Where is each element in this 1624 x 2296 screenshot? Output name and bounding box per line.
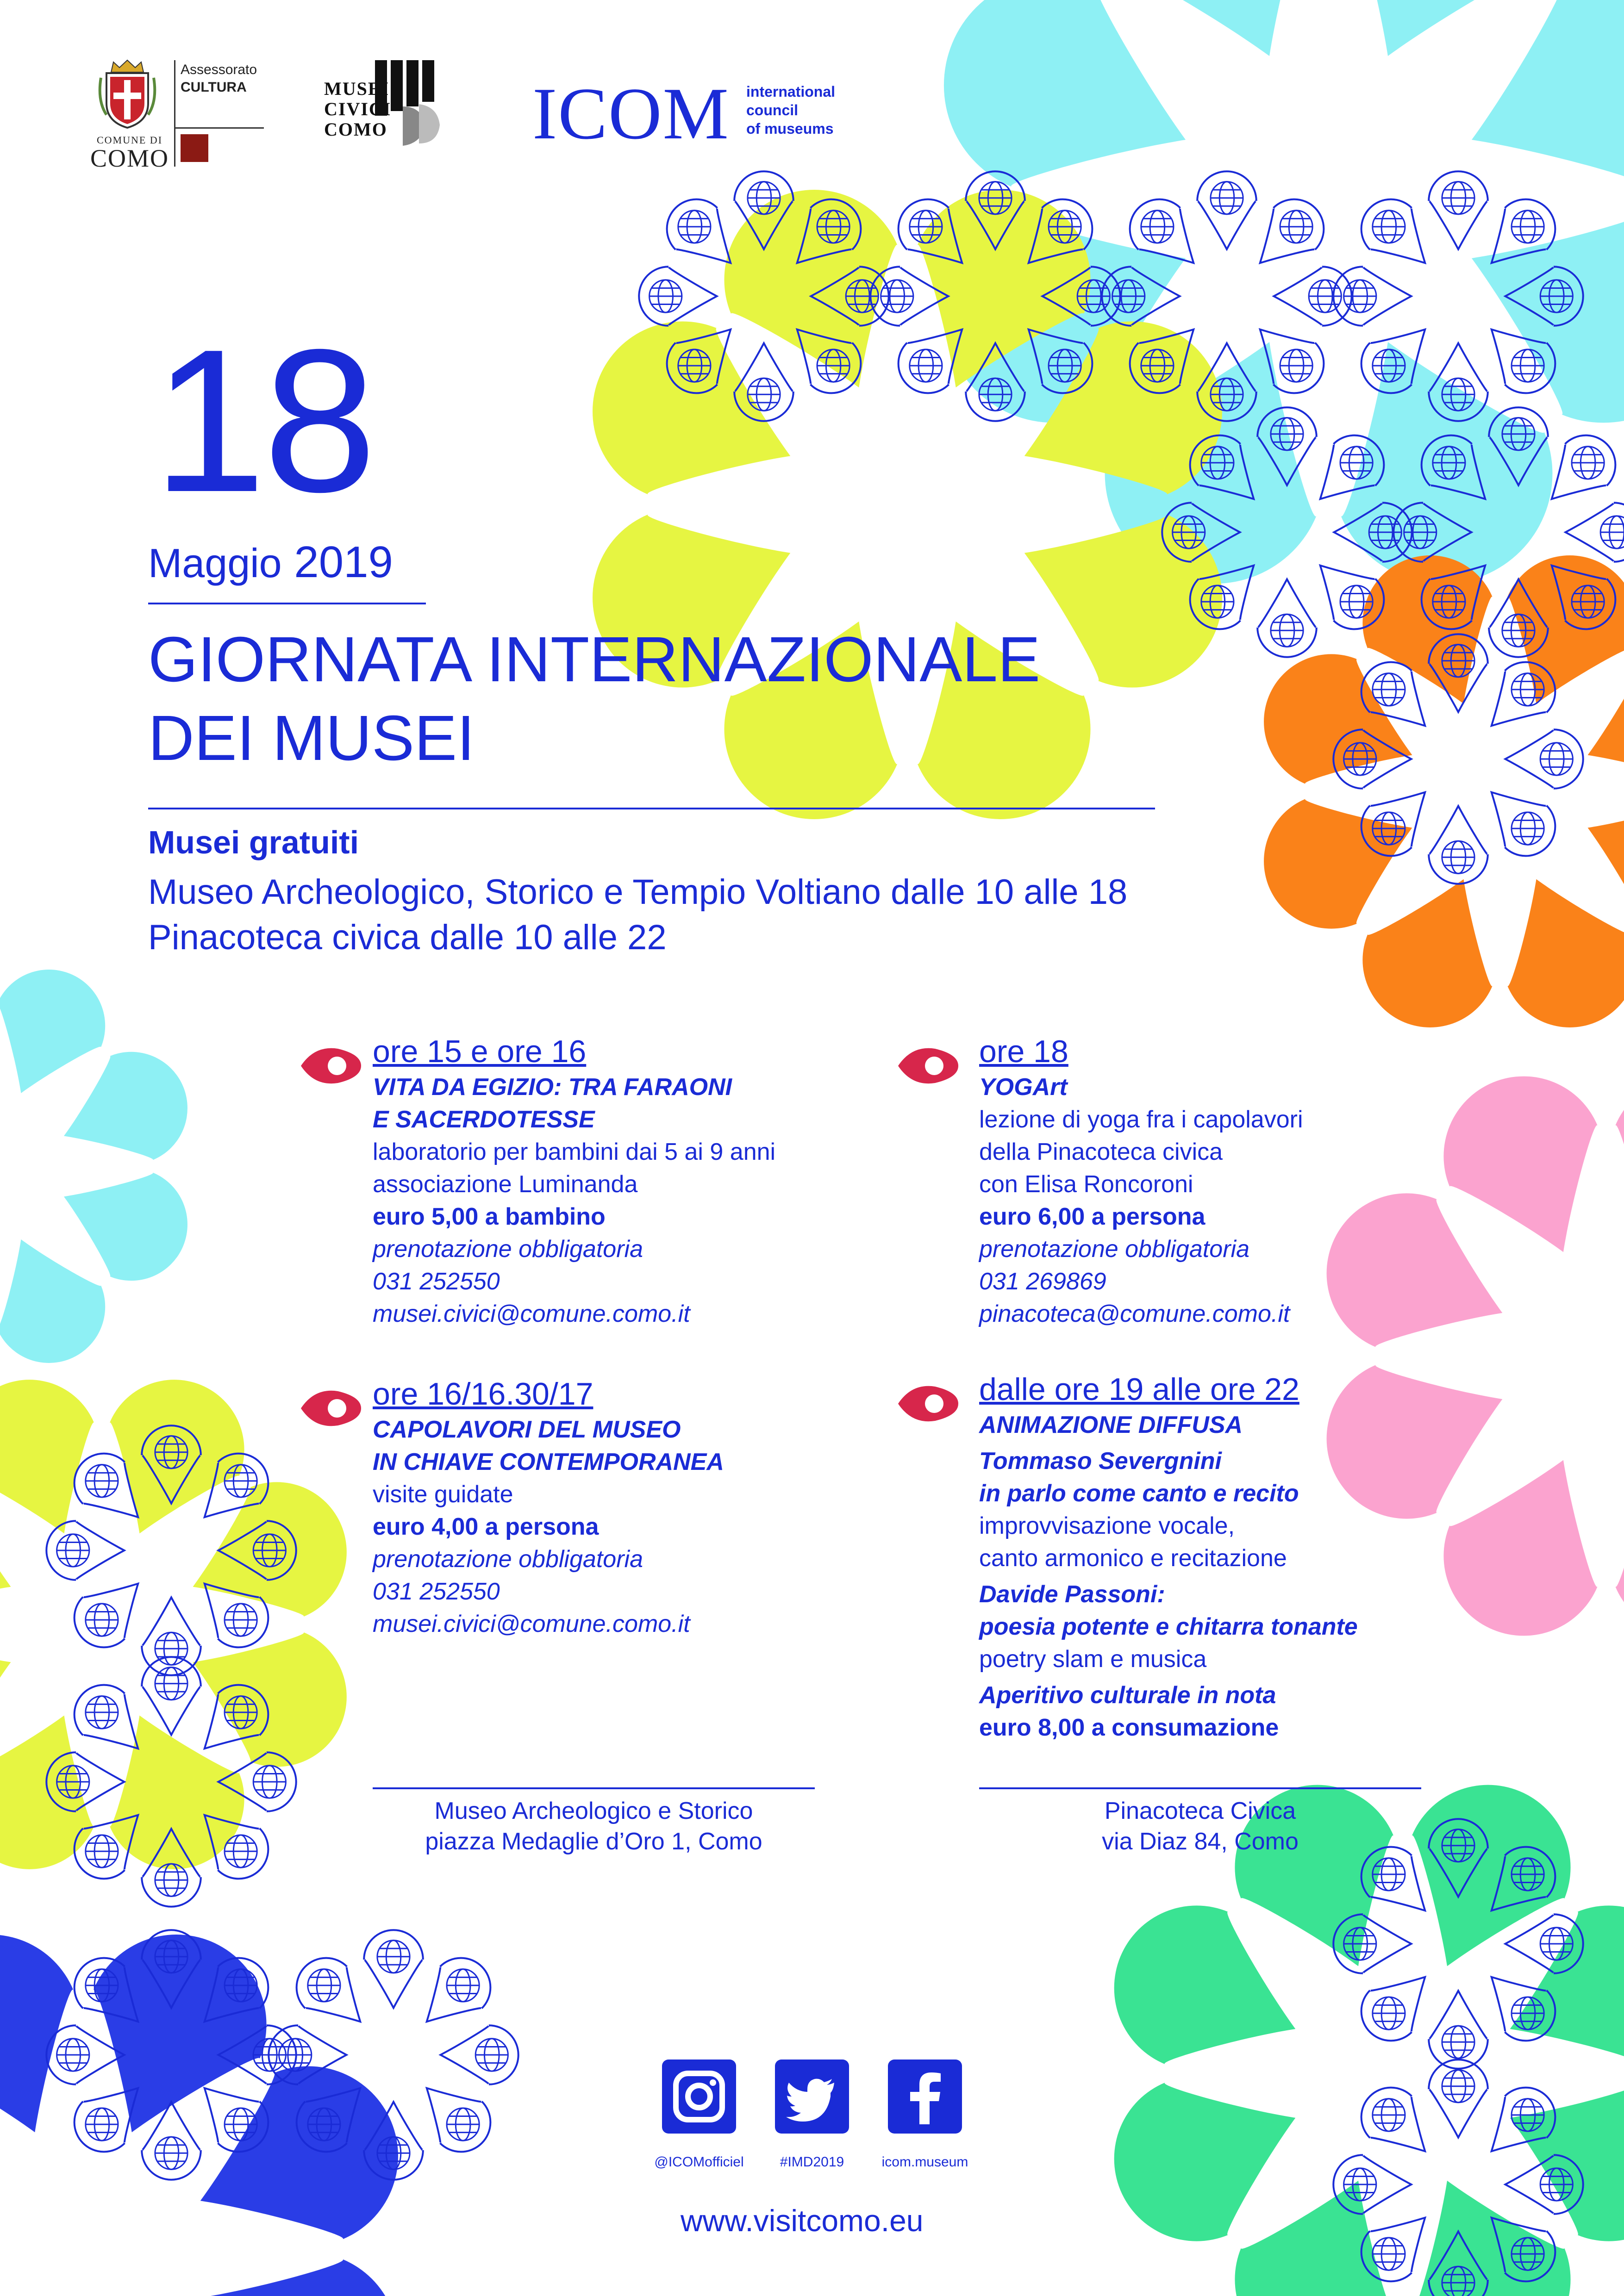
globe-icon [86, 1465, 118, 1497]
event-title [148, 620, 1213, 778]
globe-icon [57, 2039, 89, 2071]
event-time: ore 15 e ore 16 [373, 1034, 587, 1069]
icom-sub-line: of museums [746, 120, 834, 137]
flower-petal [1430, 0, 1624, 242]
globe-icon [1540, 743, 1573, 775]
como-red-square [181, 134, 208, 162]
flower-petal [1429, 1991, 1488, 2069]
instagram-icon[interactable] [662, 2060, 736, 2134]
event-phone: 031 269869 [979, 1268, 1106, 1295]
event-booking: prenotazione obbligatoria [373, 1546, 643, 1573]
event-phone: 031 252550 [373, 1578, 500, 1605]
globe-icon [86, 1604, 118, 1636]
icom-logo [532, 74, 856, 157]
venue-right [979, 1796, 1421, 1857]
flower-petal [1575, 1052, 1624, 1283]
event-block-capolavori [373, 1375, 882, 1640]
globe-icon [1271, 614, 1303, 647]
globe-icon [225, 1835, 257, 1867]
globe-icon [910, 349, 942, 382]
event-block-animazione [979, 1370, 1465, 1744]
title-divider [148, 808, 1155, 809]
flower-petal [166, 2215, 425, 2296]
event-description: lezione di yoga fra i capolavori [979, 1106, 1303, 1133]
performance-description: improvvisazione vocale, [979, 1512, 1235, 1539]
globe-icon [377, 1941, 410, 1973]
globe-icon [447, 1969, 479, 2002]
como-divider-horizontal [174, 127, 264, 129]
facebook-icon[interactable] [888, 2060, 962, 2134]
flower-petal [142, 1598, 201, 1675]
globe-icon [279, 2039, 312, 2071]
globe-icon [86, 1835, 118, 1867]
flower-petal [1429, 806, 1488, 884]
venue-name: Museo Archeologico e Storico [434, 1798, 753, 1824]
globe-icon [1442, 182, 1474, 214]
event-email: pinacoteca@comune.como.it [979, 1300, 1290, 1327]
event-description: laboratorio per bambini dai 5 ai 9 anni [373, 1139, 776, 1165]
como-musei-label: COMO [324, 119, 387, 140]
instagram-handle[interactable]: @ICOMofficiel [654, 2154, 744, 2170]
event-price: euro 4,00 a persona [373, 1513, 599, 1540]
globe-icon [1442, 841, 1474, 873]
globe-icon [1572, 447, 1604, 479]
performance-description: poetry slam e musica [979, 1646, 1207, 1673]
globe-icon [475, 2039, 508, 2071]
assessorato-label: Assessorato [181, 62, 257, 77]
event-description: associazione Luminanda [373, 1171, 638, 1198]
globe-icon [86, 1696, 118, 1729]
facebook-handle[interactable]: icom.museum [881, 2154, 968, 2170]
icom-wordmark: ICOM [532, 72, 730, 155]
globe-icon [1373, 2099, 1405, 2131]
website-link[interactable]: www.visitcomo.eu [681, 2203, 924, 2238]
globe-icon [1442, 2070, 1474, 2103]
event-block-egizio [373, 1032, 882, 1330]
twitter-icon[interactable] [775, 2060, 849, 2134]
event-email: musei.civici@comune.como.it [373, 1611, 690, 1637]
globe-icon [155, 1668, 187, 1700]
event-title-line: DEI MUSEI [148, 703, 475, 774]
globe-icon [1280, 211, 1312, 243]
globe-icon [1373, 1858, 1405, 1891]
flower-petal [142, 1657, 201, 1735]
event-title: VITA DA EGIZIO: TRA FARAONI [373, 1074, 732, 1101]
aperitivo-title: Aperitivo culturale in nota [979, 1682, 1276, 1709]
event-description: con Elisa Roncoroni [979, 1171, 1193, 1198]
globe-icon [225, 2108, 257, 2140]
flower-petal [1429, 171, 1488, 249]
flower-petal [1429, 2060, 1488, 2137]
event-time: ore 18 [979, 1034, 1068, 1069]
location-pin-icon [893, 1383, 963, 1425]
globe-icon [1344, 280, 1376, 312]
flower-petal [0, 1358, 129, 1560]
globe-icon [1512, 812, 1544, 845]
event-month: Maggio [148, 540, 282, 586]
globe-icon [678, 211, 711, 243]
globe-icon [155, 2137, 187, 2169]
musei-label: MUSEI [324, 78, 390, 99]
venue-divider [373, 1787, 815, 1789]
flower-petal [364, 1930, 423, 2008]
event-price: euro 5,00 a bambino [373, 1203, 606, 1230]
globe-icon [1280, 349, 1312, 382]
civici-label: CIVICI [324, 99, 392, 119]
globe-icon [1141, 211, 1174, 243]
globe-icon [447, 2108, 479, 2140]
globe-icon [881, 280, 913, 312]
globe-icon [1540, 1928, 1573, 1960]
venue-address: via Diaz 84, Como [1102, 1828, 1299, 1855]
event-phone: 031 252550 [373, 1268, 500, 1295]
globe-icon [1340, 585, 1373, 618]
globe-icon [1340, 447, 1373, 479]
venue-divider [979, 1787, 1421, 1789]
globe-icon [225, 1604, 257, 1636]
location-pin-icon [296, 1388, 366, 1429]
flower-petal [0, 1907, 118, 2166]
globe-icon [1373, 1997, 1405, 2029]
globe-icon [1512, 349, 1544, 382]
globe-icon [1442, 2026, 1474, 2058]
globe-icon [1600, 516, 1624, 548]
event-time: dalle ore 19 alle ore 22 [979, 1372, 1299, 1407]
icom-sub-line: council [746, 102, 799, 118]
location-pin-icon [296, 1045, 366, 1087]
comune-di-label: COMUNE DI [96, 134, 163, 146]
globe-icon [1512, 673, 1544, 706]
venue-address: piazza Medaglie d’Oro 1, Como [425, 1828, 762, 1855]
flower-petal [1474, 853, 1624, 1048]
event-block-yogart [979, 1032, 1442, 1330]
globe-icon [253, 1766, 286, 1798]
musei-civici-text [324, 79, 391, 140]
aperitivo-price: euro 8,00 a consumazione [979, 1714, 1279, 1741]
event-year: 2019 [294, 537, 393, 587]
globe-icon [308, 1969, 340, 2002]
assessorato-cultura-label [181, 61, 257, 96]
event-title-line: GIORNATA INTERNAZIONALE [148, 624, 1041, 695]
performance-title: poesia potente e chitarra tonante [979, 1613, 1358, 1640]
globe-icon [86, 2108, 118, 2140]
cultura-label: CULTURA [181, 80, 247, 95]
globe-icon [1512, 211, 1544, 243]
event-title: IN CHIAVE CONTEMPORANEA [373, 1449, 724, 1475]
icom-sub-line: international [746, 83, 836, 100]
globe-icon [1211, 182, 1243, 214]
event-time: ore 16/16.30/17 [373, 1376, 593, 1412]
venue-name: Pinacoteca Civica [1104, 1798, 1296, 1824]
musei-civici-como-logo [324, 60, 449, 167]
event-price: euro 6,00 a persona [979, 1203, 1206, 1230]
comune-di-como-logo [88, 56, 264, 172]
event-booking: prenotazione obbligatoria [979, 1236, 1249, 1263]
globe-icon [57, 1534, 89, 1567]
como-divider [174, 60, 175, 167]
flower-petal [0, 2215, 1, 2296]
event-title: YOGArt [979, 1074, 1068, 1101]
free-entry-line: Pinacoteca civica dalle 10 alle 22 [148, 918, 667, 957]
flower-petal [1575, 1430, 1624, 1661]
headline-divider [148, 603, 426, 604]
location-pin-icon [893, 1045, 963, 1087]
event-booking: prenotazione obbligatoria [373, 1236, 643, 1263]
free-entry-line: Museo Archeologico, Storico e Tempio Voltiano dalle 10 alle 18 [148, 872, 1128, 912]
globe-icon [1373, 211, 1405, 243]
event-month-year [148, 537, 393, 589]
globe-icon [1373, 2238, 1405, 2270]
performer-name: Tommaso Severgnini [979, 1448, 1222, 1475]
twitter-hashtag[interactable]: #IMD2019 [780, 2154, 844, 2170]
venue-left [373, 1796, 815, 1857]
performance-title: in parlo come canto e recito [979, 1480, 1299, 1507]
performance-description: canto armonico e recitazione [979, 1545, 1287, 1572]
event-title: E SACERDOTESSE [373, 1106, 595, 1133]
performer-name: Davide Passoni: [979, 1581, 1165, 1608]
flower-petal [1257, 579, 1317, 657]
event-title: ANIMAZIONE DIFFUSA [979, 1412, 1243, 1438]
event-title: CAPOLAVORI DEL MUSEO [373, 1416, 681, 1443]
free-entry-heading: Musei gratuiti [148, 824, 359, 860]
event-description: della Pinacoteca civica [979, 1139, 1223, 1165]
icom-subtitle [746, 82, 835, 138]
flower-petal [1197, 171, 1256, 249]
globe-icon [650, 280, 682, 312]
event-description: visite guidate [373, 1481, 513, 1508]
event-day: 18 [153, 307, 374, 535]
globe-icon [1373, 673, 1405, 706]
como-label: COMO [90, 144, 169, 172]
event-email: musei.civici@comune.como.it [373, 1300, 690, 1327]
como-crest-icon [97, 59, 157, 129]
globe-icon [748, 378, 780, 411]
